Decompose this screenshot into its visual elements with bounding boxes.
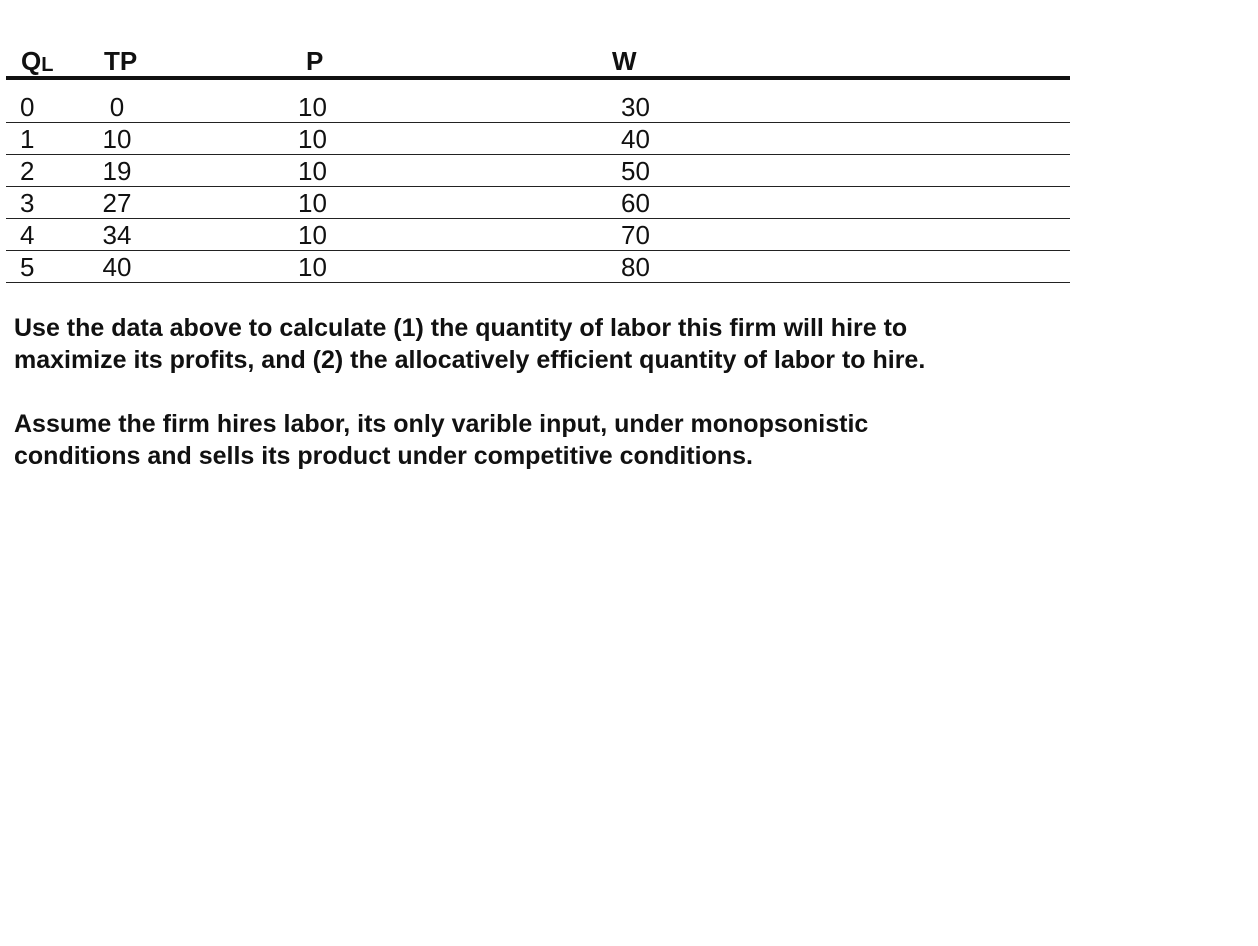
cell-ql: 2 — [20, 156, 35, 186]
cell-ql: 5 — [20, 252, 35, 282]
cell-tp: 0 — [109, 92, 125, 122]
cell-tp: 40 — [102, 252, 132, 282]
table-header-row — [6, 44, 1070, 80]
question-paragraph-2 — [14, 408, 1114, 472]
header-w: W — [612, 46, 637, 76]
cell-p: 10 — [298, 156, 327, 186]
cell-p: 10 — [298, 252, 327, 282]
cell-tp: 27 — [102, 188, 132, 218]
cell-w: 60 — [621, 188, 650, 218]
cell-ql: 1 — [20, 124, 35, 154]
cell-tp: 34 — [102, 220, 132, 250]
question-line: Assume the firm hires labor, its only varible input, under monopsonistic — [14, 410, 869, 438]
cell-w: 40 — [621, 124, 650, 154]
table-row — [6, 219, 1070, 251]
table-row — [6, 80, 1070, 123]
cell-w: 70 — [621, 220, 650, 250]
header-p: P — [306, 46, 324, 76]
cell-ql: 3 — [20, 188, 35, 218]
table-row — [6, 155, 1070, 187]
table-row — [6, 251, 1070, 283]
header-ql — [21, 47, 53, 78]
cell-p: 10 — [298, 92, 327, 122]
cell-ql: 4 — [20, 220, 35, 250]
cell-p: 10 — [298, 220, 327, 250]
cell-p: 10 — [298, 188, 327, 218]
cell-tp: 10 — [102, 124, 132, 154]
header-ql-main: Q — [21, 46, 42, 76]
cell-ql: 0 — [20, 92, 35, 122]
header-ql-subscript: L — [41, 54, 54, 76]
cell-w: 80 — [621, 252, 650, 282]
question-line: conditions and sells its product under competitive conditions. — [14, 442, 753, 470]
question-line: maximize its profits, and (2) the allocatively efficient quantity of labor to hire. — [14, 346, 926, 374]
data-table — [6, 44, 1070, 283]
table-row — [6, 187, 1070, 219]
table-row — [6, 123, 1070, 155]
cell-tp: 19 — [102, 156, 132, 186]
question-line: Use the data above to calculate (1) the quantity of labor this firm will hire to — [14, 314, 908, 342]
cell-w: 50 — [621, 156, 650, 186]
question-paragraph-1 — [14, 312, 1114, 376]
cell-w: 30 — [621, 92, 650, 122]
header-tp: TP — [104, 46, 138, 76]
cell-p: 10 — [298, 124, 327, 154]
